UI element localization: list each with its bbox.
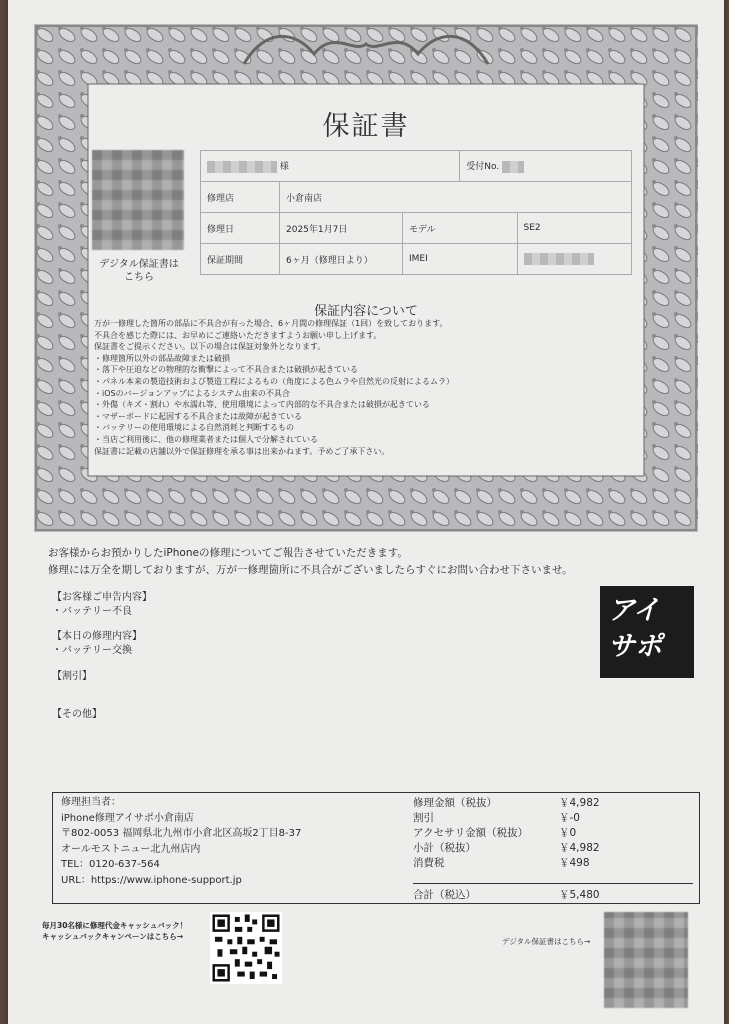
terms-line: ・バッテリーの使用環境による自然消耗と判断するもの [94,423,294,433]
amount-row: 消費税 ￥498 [413,857,590,869]
store-line: オールモストニュー北九州店内 [61,843,201,855]
warranty-info-table [200,150,632,275]
terms-line: 不具合を感じた際には、お早めにご連絡いただきますようお願い申し上げます。 [94,330,382,340]
digital-warranty-link-text: デジタル保証書はこちら→ [502,937,591,946]
discount-heading: 【割引】 [52,671,92,682]
terms-line: ・iOSのバージョンアップによるシステム由来の不具合 [94,388,290,398]
amount-row: 修理金額（税抜） ￥4,982 [413,797,600,809]
customer-name-cell: 様 [201,151,460,182]
cashback-qr-code[interactable] [210,912,282,984]
terms-line: ・当店ご利用後に、他の修理業者または個人で分解されている [94,434,318,444]
amount-row: 小計（税抜） ￥4,982 [413,842,600,854]
warranty-period-value: 6ヶ月（修理日より） [280,244,403,275]
repair-item: ・バッテリー交換 [52,645,132,656]
amount-row: アクセサリ金額（税抜） ￥0 [413,827,577,839]
amount-summary [413,795,693,901]
terms-line: ・外傷（キズ・割れ）や水濡れ等、使用環境によって内部的な不具合または破損が起きている [94,400,430,410]
store-url: URL：https://www.iphone-support.jp [61,874,242,886]
store-info-box [52,792,700,904]
other-heading: 【その他】 [52,709,102,720]
total-row: 合計（税込） ￥5,480 [413,883,693,902]
isapo-logo: アイ サポ [600,586,694,678]
model-label: モデル [403,213,518,244]
repair-date-label: 修理日 [201,213,280,244]
store-line: iPhone修理アイサポ小倉南店 [61,812,194,824]
repair-report: お客様からお預かりしたiPhoneの修理についてご報告させていただきます。 修理には万全を期しておりますが、万が一修理箇所に不具合がございましたらすぐにお問い合わせ下さいませ。 [48,547,573,576]
repair-heading: 【本日の修理内容】 [52,631,142,642]
content-title: 保証内容について [314,304,418,319]
store-phone: TEL：0120-637-564 [61,859,160,870]
store-details [61,795,301,888]
amount-row: 割引 ￥-0 [413,812,580,824]
terms-line: 万が一修理した箇所の部品に不具合が有った場合、6ヶ月間の修理保証（1回）を致しております。 [94,319,448,328]
imei-value [517,244,632,275]
shop-label: 修理店 [201,182,280,213]
warranty-period-label: 保証期間 [201,244,280,275]
cashback-notice: 毎月30名様に修理代金キャッシュバック！ キャッシュバックキャンペーンはこちら→ [42,921,188,941]
store-line: 〒802-0053 福岡県北九州市小倉北区高坂2丁目8-37 [61,828,302,839]
terms-line: 保証書をご提示ください。以下の場合は保証対象外となります。 [94,342,326,352]
digital-warranty-qr-redacted-bottom[interactable] [604,912,688,1008]
terms-line: ・落下や圧迫などの物理的な衝撃によって不具合または破損が起きている [94,365,358,375]
reception-no-cell: 受付No. [460,151,632,182]
repair-date-value: 2025年1月7日 [280,213,403,244]
model-value: SE2 [517,213,632,244]
imei-label: IMEI [403,244,518,275]
digital-warranty-qr-redacted[interactable] [92,150,184,250]
digital-warranty-caption: デジタル保証書は こちら [99,259,179,283]
warranty-terms [94,318,614,457]
terms-line: ・パネル本来の製造技術および製造工程によるもの（角度による色ムラや自然光の反射によるムラ） [94,376,454,386]
terms-line: 保証書に記載の店舗以外で保証修理を承る事は出来かねます。予めご了承下さい。 [94,446,390,456]
warranty-paper [8,0,724,1024]
store-line: 修理担当者： [61,797,121,808]
complaint-heading: 【お客様ご申告内容】 [52,592,152,603]
terms-line: ・マザーボードに起因する不具合または故障が起きている [94,411,302,421]
document-title: 保証書 [322,111,410,142]
complaint-item: ・バッテリー不良 [52,606,132,617]
terms-line: ・修理箇所以外の部品故障または破損 [94,353,230,363]
shop-value: 小倉南店 [280,182,632,213]
